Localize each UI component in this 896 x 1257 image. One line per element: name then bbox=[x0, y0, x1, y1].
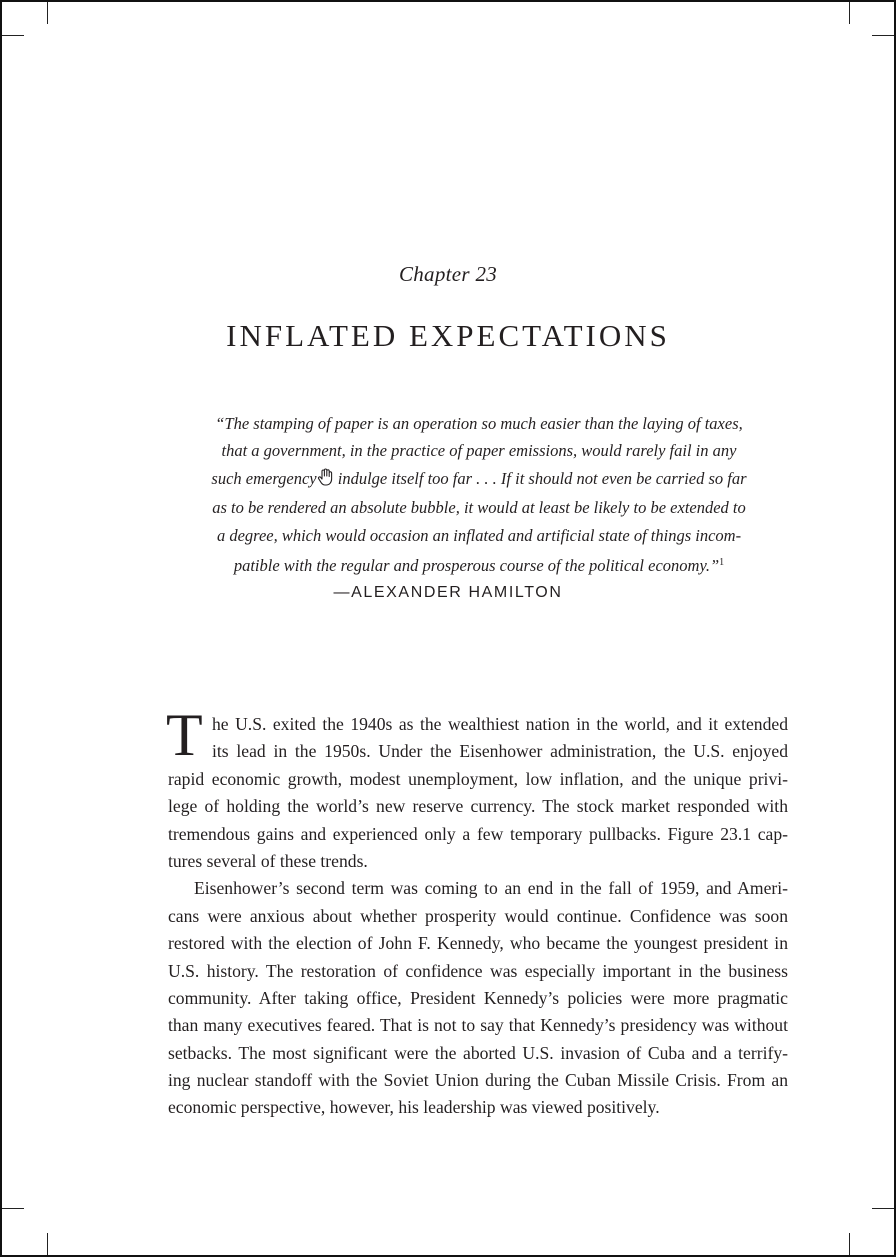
epigraph-line-start: such emergency bbox=[211, 468, 317, 488]
chapter-title: INFLATED EXPECTATIONS bbox=[226, 318, 670, 353]
footnote-marker: 1 bbox=[719, 557, 725, 569]
chapter-label: Chapter 23 bbox=[398, 262, 498, 286]
epigraph-line: a degree, which would occasion an inflated and artificial state of things incom- bbox=[216, 525, 742, 545]
epigraph-attribution: —ALEXANDER HAMILTON bbox=[333, 584, 563, 601]
paragraph-2-line: restored with the election of John F. Kennedy, who became the youngest president in bbox=[168, 933, 788, 954]
paragraph-1-line: tures several of these trends. bbox=[168, 850, 368, 871]
paragraph-2-line: Eisenhower’s second term was coming to an end in the fall of 1959, and Ameri- bbox=[194, 878, 788, 899]
epigraph-line bbox=[190, 465, 768, 494]
paragraph-2-line: setbacks. The most significant were the aborted U.S. invasion of Cuba and a terrify- bbox=[168, 1042, 788, 1063]
epigraph-line bbox=[190, 549, 768, 579]
epigraph-line: that a government, in the practice of paper emissions, would rarely fail in any bbox=[221, 441, 737, 461]
paragraph-1-line: its lead in the 1950s. Under the Eisenhower administration, the U.S. enjoyed bbox=[212, 741, 788, 762]
crop-mark bbox=[872, 1208, 894, 1209]
paragraph-1-line: tremendous gains and experienced only a few temporary pullbacks. Figure 23.1 cap- bbox=[168, 823, 788, 844]
epigraph bbox=[190, 410, 768, 579]
hand-cursor-icon bbox=[317, 467, 334, 494]
crop-mark bbox=[849, 1233, 850, 1255]
epigraph-last-line: patible with the regular and prosperous course of the political economy.” bbox=[233, 556, 720, 576]
body-text bbox=[168, 711, 788, 1122]
paragraph-1-line: rapid economic growth, modest unemployment, low inflation, and the unique privi- bbox=[168, 768, 788, 789]
paragraph-2-line: economic perspective, however, his leadership was viewed positively. bbox=[168, 1097, 660, 1118]
paragraph-1-line: lege of holding the world’s new reserve currency. The stock market responded with bbox=[168, 796, 788, 817]
crop-mark bbox=[47, 2, 48, 24]
epigraph-line: as to be rendered an absolute bubble, it would at least be likely to be extended to bbox=[212, 498, 746, 518]
paragraph-2-line: ing nuclear standoff with the Soviet Union during the Cuban Missile Crisis. From an bbox=[168, 1070, 788, 1091]
paragraph-2-line: cans were anxious about whether prosperity would continue. Confidence was soon bbox=[168, 905, 788, 926]
crop-mark bbox=[849, 2, 850, 24]
crop-mark bbox=[872, 35, 894, 36]
paragraph-2-line: community. After taking office, President Kennedy’s policies were more pragmatic bbox=[168, 987, 788, 1008]
crop-mark bbox=[47, 1233, 48, 1255]
epigraph-line: “The stamping of paper is an operation so much easier than the laying of taxes, bbox=[215, 414, 743, 433]
paragraph-2-line: than many executives feared. That is not to say that Kennedy’s presidency was without bbox=[168, 1015, 788, 1036]
drop-cap: T bbox=[166, 702, 203, 768]
crop-mark bbox=[2, 35, 24, 36]
epigraph-line-end: indulge itself too far . . . If it should not even be carried so far bbox=[333, 468, 747, 488]
crop-mark bbox=[2, 1208, 24, 1209]
paragraph-1-line: he U.S. exited the 1940s as the wealthiest nation in the world, and it extended bbox=[212, 714, 788, 734]
paragraph-2-line: U.S. history. The restoration of confidence was especially important in the business bbox=[168, 960, 788, 981]
